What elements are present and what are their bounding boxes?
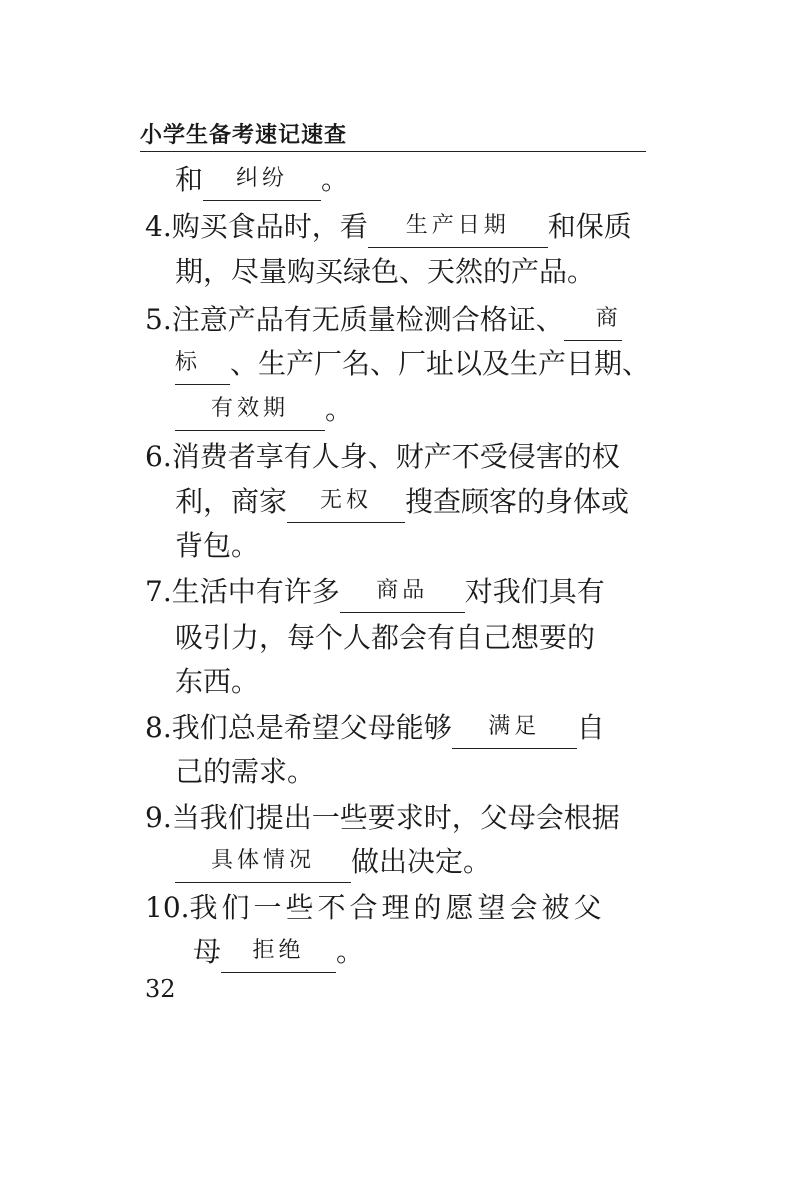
text: 注意产品有无质量检测合格证、 (171, 303, 564, 336)
text: 。 (321, 163, 350, 196)
answer-text: 拒绝 (252, 938, 305, 963)
answer-blank (564, 303, 622, 341)
answer-text: 无权 (320, 488, 373, 513)
text: 。 (325, 393, 354, 426)
text: 东西。 (175, 665, 260, 698)
answer-text: 具体情况 (210, 848, 315, 873)
question-number: 6. (145, 440, 172, 473)
text-line (175, 160, 349, 200)
text-line (175, 482, 629, 522)
question-8 (145, 708, 605, 748)
question-number: 8. (145, 711, 172, 744)
text: 期，尽量购买绿色、天然的产品。 (175, 255, 596, 288)
text-line (193, 932, 364, 972)
text: 和保质 (547, 210, 632, 243)
text: 购买食品时，看 (171, 210, 368, 243)
text: 和 (175, 163, 204, 196)
question-10 (145, 888, 606, 928)
text-line (175, 662, 259, 702)
answer-blank (221, 935, 336, 973)
text: 利，商家 (175, 485, 288, 518)
answer-text: 满足 (488, 714, 541, 739)
answer-blank (287, 485, 405, 523)
text: 母 (193, 935, 222, 968)
text: 自 (576, 711, 605, 744)
text: 、生产厂名、厂址以及生产日期、 (230, 347, 651, 380)
answer-blank (175, 347, 230, 385)
question-6 (145, 437, 620, 477)
text: 当我们提出一些要求时，父母会根据 (171, 801, 620, 834)
text: 。 (336, 935, 365, 968)
answer-blank (175, 393, 325, 431)
text-line (175, 752, 315, 792)
text: 生活中有许多 (171, 575, 340, 608)
answer-blank (452, 711, 577, 749)
answer-text: 有效期 (210, 396, 289, 421)
answer-blank (340, 575, 465, 613)
text: 对我们具有 (464, 575, 605, 608)
text-line (175, 390, 353, 430)
answer-text: 标 (175, 350, 202, 375)
text-line (175, 526, 259, 566)
text: 做出决定。 (351, 845, 492, 878)
answer-text: 纠纷 (236, 166, 289, 191)
question-9 (145, 798, 620, 838)
question-4 (145, 207, 632, 247)
question-number: 9. (145, 801, 172, 834)
text-line (175, 252, 595, 292)
running-header: 小学生备考速记速查 (140, 123, 348, 148)
text: 己的需求。 (175, 755, 316, 788)
text: 消费者享有人身、财产不受侵害的权 (171, 440, 620, 473)
answer-blank (203, 163, 321, 201)
text-line (175, 618, 595, 658)
answer-blank (368, 210, 548, 248)
text: 搜查顾客的身体或 (405, 485, 630, 518)
text: 背包。 (175, 529, 260, 562)
question-number: 10. (145, 891, 190, 924)
header-rule (140, 151, 646, 152)
text-line (175, 842, 491, 882)
text: 吸引力，每个人都会有自己想要的 (175, 621, 596, 654)
answer-blank (175, 845, 351, 883)
question-5 (145, 300, 622, 340)
page-number: 32 (145, 975, 176, 1003)
question-number: 4. (145, 210, 172, 243)
text: 我们一些不合理的愿望会被父 (189, 891, 606, 924)
answer-text: 商品 (376, 578, 429, 603)
text-line (175, 344, 650, 384)
answer-text: 生产日期 (405, 213, 510, 238)
question-7 (145, 572, 605, 612)
question-number: 5. (145, 303, 172, 336)
answer-text: 商 (595, 306, 622, 331)
text: 我们总是希望父母能够 (171, 711, 452, 744)
question-number: 7. (145, 575, 172, 608)
